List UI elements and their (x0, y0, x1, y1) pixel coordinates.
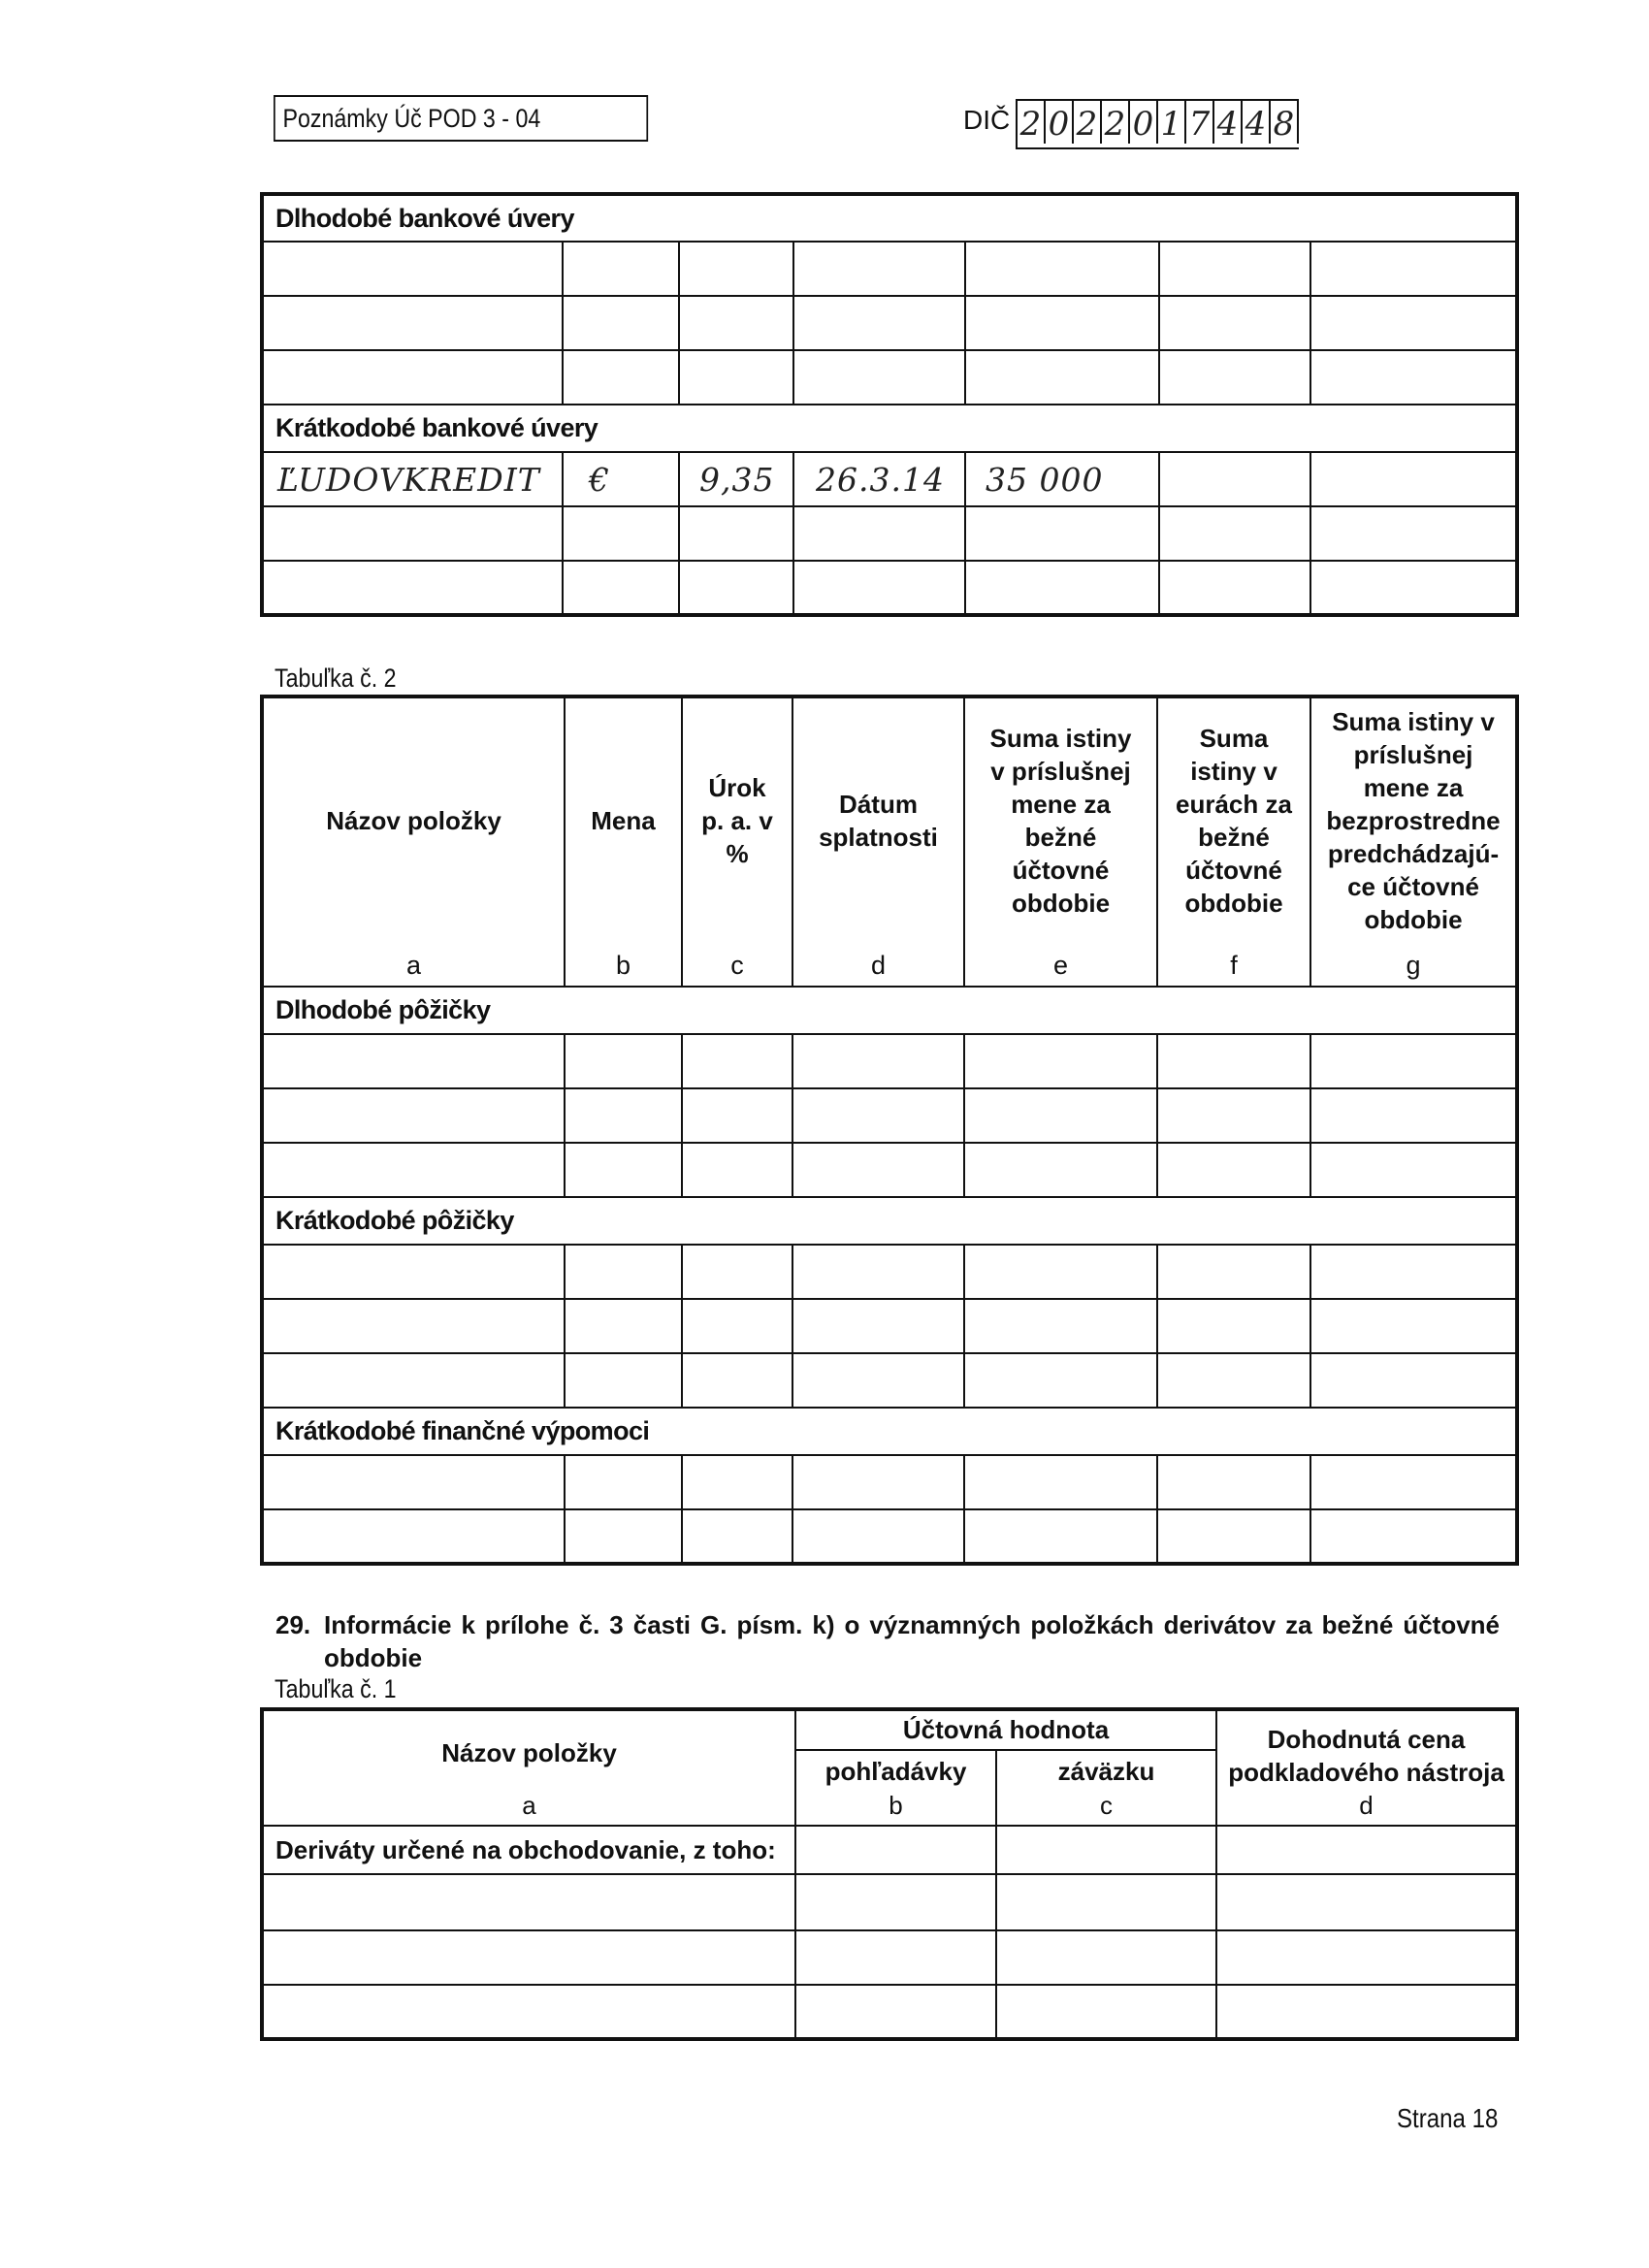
question-text: Informácie k prílohe č. 3 časti G. písm. k) o významných položkách derivátov za bežné účtovné obdobie (324, 1610, 1500, 1672)
dic-label: DIČ (963, 105, 1011, 135)
dic-digit: 1 (1158, 101, 1186, 144)
cell (262, 561, 563, 615)
loan-currency: € (563, 452, 679, 506)
question-29 (275, 1608, 1500, 1674)
cell (262, 1509, 565, 1564)
form-label: Poznámky Úč POD 3 - 04 (274, 95, 648, 142)
cell (262, 1353, 565, 1408)
loan-maturity: 26.3.14 (793, 452, 965, 506)
row-label-derivatives: Deriváty určené na obchodovanie, z toho: (262, 1826, 795, 1874)
page-number: Strana 18 (1396, 2103, 1498, 2133)
derivatives-table (260, 1707, 1519, 2041)
col-header-d: Dátum splatnosti d (792, 697, 964, 987)
col-header-group: Účtovná hodnota (795, 1709, 1216, 1750)
cell (262, 242, 563, 296)
section-long-term-bank-loans: Dlhodobé bankové úvery (262, 194, 1517, 242)
section-short-term-loans: Krátkodobé pôžičky (262, 1197, 1517, 1245)
cell (262, 1143, 565, 1197)
col-header-a: Názov položky a (262, 697, 565, 987)
dic-digit: 7 (1186, 101, 1214, 144)
col-header-f: Suma istiny v eurách za bežné účtovné obdobie f (1157, 697, 1310, 987)
col-header-d: Dohodnutá cena podkladového nástroja d (1216, 1709, 1517, 1826)
loan-name: ĽUDOVKREDIT (262, 452, 563, 506)
bank-loans-table (260, 192, 1519, 617)
cell (262, 1034, 565, 1088)
dic-digit: 0 (1130, 101, 1158, 144)
loan-principal: 35 000 (965, 452, 1159, 506)
dic-digit: 2 (1074, 101, 1102, 144)
col-header-b: pohľadávky b (795, 1750, 996, 1826)
dic-digit: 0 (1046, 101, 1074, 144)
col-header-c: záväzku c (996, 1750, 1216, 1826)
dic-digit: 8 (1271, 101, 1299, 144)
cell (262, 1245, 565, 1299)
cell (262, 1088, 565, 1143)
dic-digit: 4 (1243, 101, 1271, 144)
section-long-term-loans: Dlhodobé pôžičky (262, 987, 1517, 1034)
cell (262, 1985, 795, 2039)
dic-boxes (1016, 99, 1299, 149)
table2-caption: Tabuľka č. 2 (275, 664, 397, 693)
col-header-b: Mena b (565, 697, 682, 987)
col-header-g: Suma istiny v príslušnej mene za bezprostredne predchádzajú- ce účtovné obdobie g (1310, 697, 1517, 987)
loans-table (260, 695, 1519, 1566)
cell (262, 506, 563, 561)
col-header-a: Názov položky a (262, 1709, 795, 1826)
col-header-c: Úrok p. a. v % c (682, 697, 792, 987)
dic-digit: 4 (1214, 101, 1243, 144)
cell (262, 350, 563, 405)
dic-digit: 2 (1018, 101, 1046, 144)
cell (262, 1874, 795, 1930)
col-header-e: Suma istiny v príslušnej mene za bežné účtovné obdobie e (964, 697, 1157, 987)
dic-digit: 2 (1102, 101, 1130, 144)
loan-interest: 9,35 (679, 452, 793, 506)
table-row (262, 452, 1517, 506)
cell (262, 296, 563, 350)
section-short-term-bank-loans: Krátkodobé bankové úvery (262, 405, 1517, 452)
cell (262, 1299, 565, 1353)
cell (262, 1455, 565, 1509)
section-short-term-financial-aid: Krátkodobé finančné výpomoci (262, 1408, 1517, 1455)
cell (262, 1930, 795, 1985)
table3-caption: Tabuľka č. 1 (275, 1674, 397, 1703)
question-number: 29. (275, 1610, 311, 1639)
